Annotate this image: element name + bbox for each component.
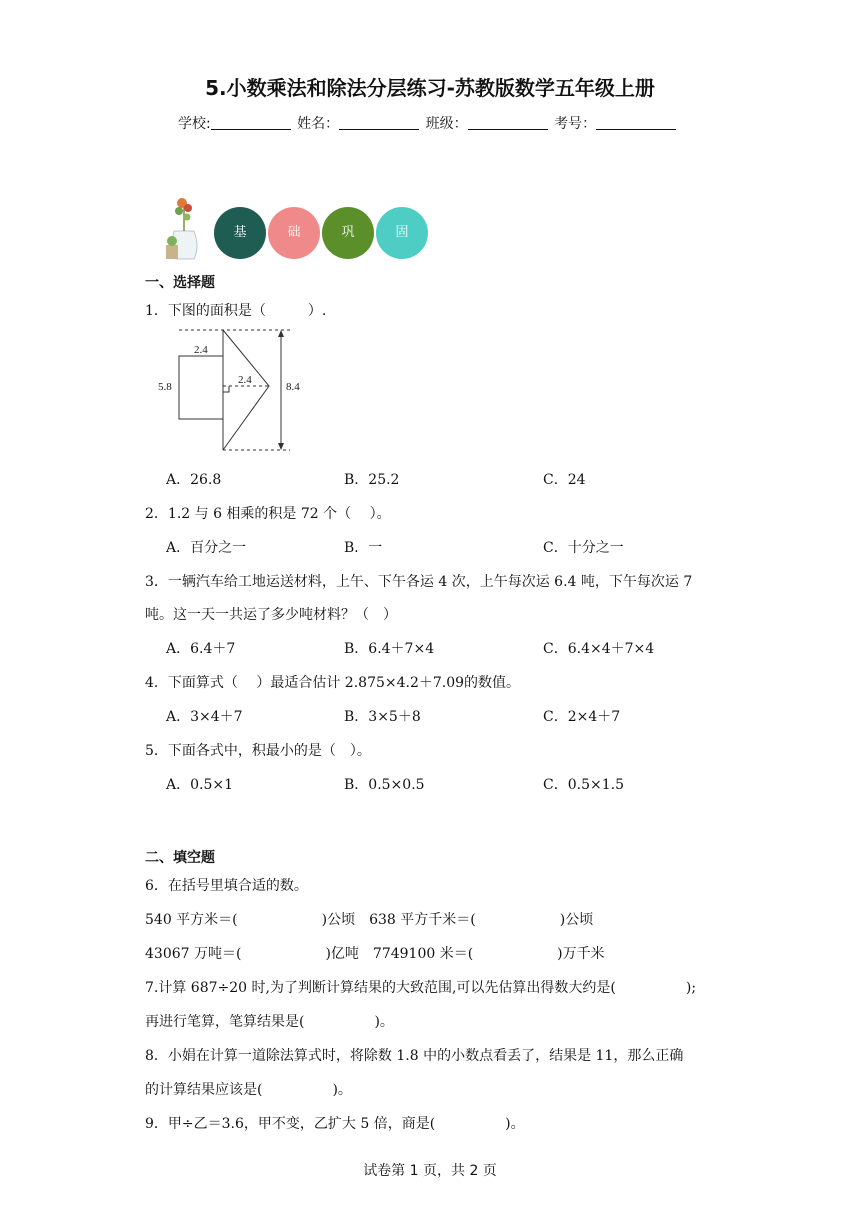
page-footer: 试卷第 1 页，共 2 页 xyxy=(363,1163,497,1179)
q5-option-a[interactable]: A．0.5×1 xyxy=(166,777,234,793)
exam-number-blank[interactable] xyxy=(596,115,676,130)
banner-char: 固 xyxy=(395,225,409,240)
label-top: 2.4 xyxy=(194,344,208,356)
q2-option-a[interactable]: A．百分之一 xyxy=(166,540,247,556)
q1-option-a[interactable]: A．26.8 xyxy=(166,472,222,488)
q1-option-b[interactable]: B．25.2 xyxy=(344,472,400,488)
q2-option-c[interactable]: C．十分之一 xyxy=(543,540,624,556)
question-8-line-1: 8．小娟在计算一道除法算式时，将除数 1.8 中的小数点看丢了，结果是 11，那么正确 xyxy=(145,1048,684,1064)
area-figure xyxy=(150,326,310,456)
banner-circle-4 xyxy=(376,207,428,259)
label-inner: 2.4 xyxy=(238,374,252,386)
q5-option-c[interactable]: C．0.5×1.5 xyxy=(543,777,624,793)
class-label: 班级： xyxy=(425,116,468,132)
q3-option-c[interactable]: C．6.4×4＋7×4 xyxy=(543,641,655,657)
q1-option-c[interactable]: C．24 xyxy=(543,472,586,488)
question-3-line-2: 吨。这一天一共运了多少吨材料？（ ） xyxy=(145,607,397,623)
basic-consolidation-banner xyxy=(160,195,440,265)
q4-option-a[interactable]: A．3×4＋7 xyxy=(166,709,243,725)
banner-circle-2 xyxy=(268,207,320,259)
q3-option-b[interactable]: B．6.4＋7×4 xyxy=(344,641,435,657)
question-8-line-2: 的计算结果应该是( )。 xyxy=(145,1082,352,1098)
student-info-row xyxy=(178,113,678,133)
school-blank[interactable] xyxy=(211,115,291,130)
question-6: 6．在括号里填合适的数。 xyxy=(145,878,308,894)
banner-circle-3 xyxy=(322,207,374,259)
question-2: 2．1.2 与 6 相乘的积是 72 个（ ）。 xyxy=(145,506,391,522)
question-6-line-2: 43067 万吨＝( )亿吨 7749100 米＝( )万千米 xyxy=(145,946,605,962)
q4-option-c[interactable]: C．2×4＋7 xyxy=(543,709,621,725)
banner-char: 基 xyxy=(233,225,247,240)
label-right: 8.4 xyxy=(286,381,300,393)
question-9: 9．甲÷乙＝3.6，甲不变，乙扩大 5 倍，商是( )。 xyxy=(145,1116,525,1132)
banner-char: 巩 xyxy=(341,225,355,240)
q3-option-a[interactable]: A．6.4＋7 xyxy=(166,641,236,657)
q4-option-b[interactable]: B．3×5＋8 xyxy=(344,709,421,725)
page-title: 5.小数乘法和除法分层练习-苏教版数学五年级上册 xyxy=(205,76,655,100)
school-label: 学校: xyxy=(178,116,211,132)
question-5: 5．下面各式中，积最小的是（ ）。 xyxy=(145,743,371,759)
question-3-line-1: 3．一辆汽车给工地运送材料，上午、下午各运 4 次，上午每次运 6.4 吨，下午每次运 7 xyxy=(145,574,693,590)
banner-char: 础 xyxy=(287,225,301,240)
label-left: 5.8 xyxy=(158,381,172,393)
class-blank[interactable] xyxy=(468,115,548,130)
question-6-line-1: 540 平方米＝( )公顷 638 平方千米＝( )公顷 xyxy=(145,912,594,928)
q5-option-b[interactable]: B．0.5×0.5 xyxy=(344,777,425,793)
q2-option-b[interactable]: B．一 xyxy=(344,540,383,556)
section-multiple-choice-title: 一、选择题 xyxy=(145,275,215,291)
plant-vase-icon xyxy=(160,195,208,265)
name-label: 姓名： xyxy=(297,116,340,132)
question-4: 4．下面算式（ ）最适合估计 2.875×4.2＋7.09的数值。 xyxy=(145,675,521,691)
section-fill-blank-title: 二、填空题 xyxy=(145,850,215,866)
question-7-line-1: 7.计算 687÷20 时,为了判断计算结果的大致范围,可以先估算出得数大约是( ); xyxy=(145,980,697,996)
question-1: 1．下图的面积是（ ）. xyxy=(145,303,327,319)
banner-circle-1 xyxy=(214,207,266,259)
question-7-line-2: 再进行笔算，笔算结果是( )。 xyxy=(145,1014,394,1030)
name-blank[interactable] xyxy=(339,115,419,130)
exam-number-label: 考号： xyxy=(554,116,597,132)
